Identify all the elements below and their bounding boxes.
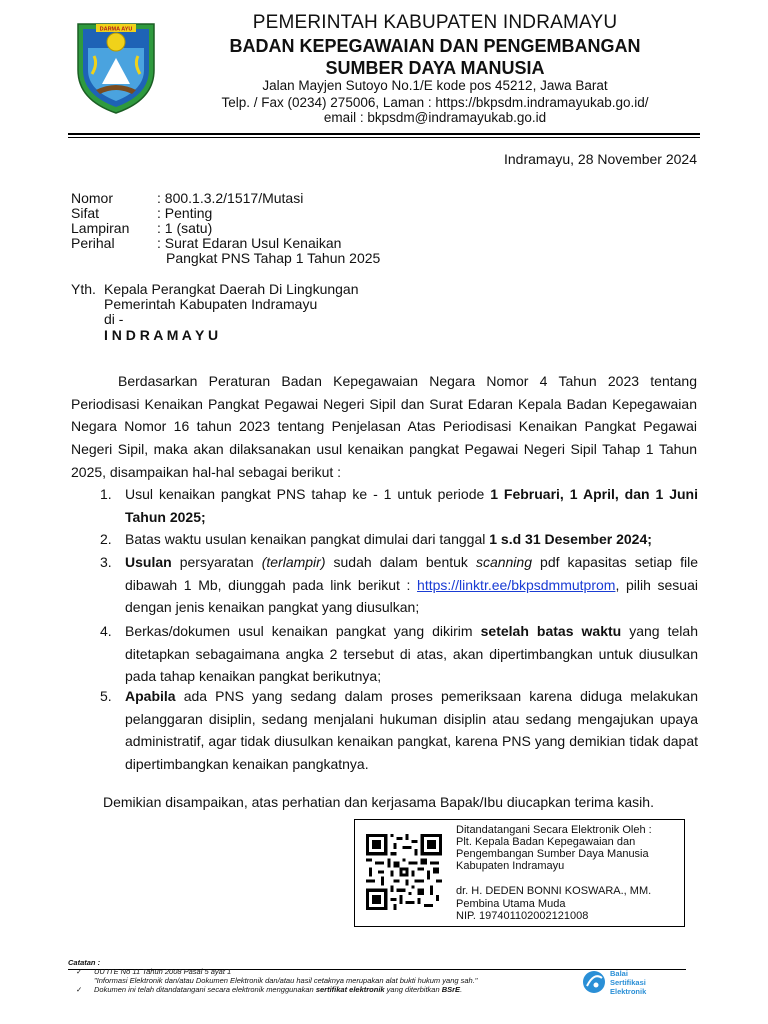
header-rule-thick — [68, 133, 700, 135]
body-closing: Demikian disampaikan, atas perhatian dan kerjasama Bapak/Ibu diucapkan terima kasih. — [103, 794, 654, 810]
signature-title1: Plt. Kepala Badan Kepegawaian dan — [456, 836, 636, 848]
signatory-name: dr. H. DEDEN BONNI KOSWARA., MM. — [456, 885, 652, 897]
meta-lampiran: Lampiran : 1 (satu) — [71, 220, 213, 236]
check-icon: ✓ — [76, 985, 83, 994]
header-agency-line2: SUMBER DAYA MANUSIA — [325, 58, 545, 78]
letter-date: Indramayu, 28 November 2024 — [504, 151, 697, 167]
signature-intro: Ditandatangani Secara Elektronik Oleh : — [456, 824, 652, 836]
meta-nomor: Nomor : 800.1.3.2/1517/Mutasi — [71, 190, 304, 206]
note-law-quote: "Informasi Elektronik dan/atau Dokumen Elektronik dan/atau hasil cetaknya merupakan alat bukti hukum yang sah." — [94, 976, 478, 985]
recipient-line2: Pemerintah Kabupaten Indramayu — [104, 296, 318, 312]
signature-title3: Kabupaten Indramayu — [456, 860, 565, 872]
meta-perihal: Perihal : Surat Edaran Usul Kenaikan — [71, 235, 342, 251]
signature-title2: Pengembangan Sumber Daya Manusia — [456, 848, 649, 860]
note-bsre: Dokumen ini telah ditandatangani secara elektronik menggunakan sertifikat elektronik yang diterbitkan BSrE. — [94, 985, 463, 994]
svg-text:Balai: Balai — [610, 969, 628, 978]
signatory-rank: Pembina Utama Muda — [456, 898, 566, 910]
svg-text:DARMA AYU: DARMA AYU — [99, 26, 133, 33]
header-rule-thin — [68, 137, 700, 138]
bsre-logo — [582, 966, 692, 996]
header-government: PEMERINTAH KABUPATEN INDRAMAYU — [252, 12, 618, 33]
note-law: UU ITE No 11 Tahun 2008 Pasal 5 ayat 1 — [94, 967, 232, 976]
list-item: 1. Usul kenaikan pangkat PNS tahap ke - 1 untuk periode 1 Februari, 1 April, dan 1 Juni Tahun 2025; — [100, 486, 698, 525]
notes-title: Catatan : — [68, 958, 101, 967]
list-item: 5. Apabila ada PNS yang sedang dalam proses pemeriksaan karena diduga melakukan pelanggaran disiplin, sedang menjalani hukuman disiplin atau sedang mengajukan upaya administratif, agar tidak diusulkan kenaikan pangkat, karena PNS yang demikian tidak dapat dipertimbangkan kenaikan pangkatnya. — [100, 688, 698, 773]
recipient-yth: Yth. — [71, 281, 96, 297]
indramayu-logo — [72, 18, 160, 116]
qr-code — [366, 834, 442, 910]
header-agency-line1: BADAN KEPEGAWAIAN DAN PENGEMBANGAN — [229, 36, 641, 56]
list-item: 3. Usulan persyaratan (terlampir) sudah dalam bentuk scanning pdf kapasitas setiap file dibawah 1 Mb, diunggah pada link berikut : https://linktr.ee/bkpsdmmutprom, pilih sesuai dengan jenis kenaikan pangkat yang diusulkan; — [100, 554, 699, 616]
recipient-line3: di - — [104, 311, 124, 327]
header-phone-web: Telp. / Fax (0234) 275006, Laman : https://bkpsdm.indramayukab.go.id/ — [221, 95, 649, 110]
recipient-city: I N D R A M A Y U — [104, 327, 219, 343]
list-item: 4. Berkas/dokumen usul kenaikan pangkat yang dikirim setelah batas waktu yang telah ditetapkan sebagaimana angka 2 tersebut di atas, akan dipertimbangkan untuk diusulkan pada tahap kenaikan pangkat berikutnya; — [100, 623, 698, 685]
upload-link[interactable]: https://linktr.ee/bkpsdmmutprom — [417, 576, 616, 593]
header-address: Jalan Mayjen Sutoyo No.1/E kode pos 45212, Jawa Barat — [262, 78, 608, 93]
recipient-line1: Kepala Perangkat Daerah Di Lingkungan — [104, 281, 359, 297]
svg-text:Elektronik: Elektronik — [610, 987, 647, 996]
svg-text:Sertifikasi: Sertifikasi — [610, 978, 646, 987]
meta-perihal-cont: Pangkat PNS Tahap 1 Tahun 2025 — [166, 250, 381, 266]
header-email: email : bkpsdm@indramayukab.go.id — [323, 110, 547, 125]
meta-sifat: Sifat : Penting — [71, 205, 213, 221]
list-item: 2. Batas waktu usulan kenaikan pangkat dimulai dari tanggal 1 s.d 31 Desember 2024; — [100, 531, 652, 547]
check-icon: ✓ — [76, 967, 83, 976]
body-intro: Berdasarkan Peraturan Badan Kepegawaian Negara Nomor 4 Tahun 2023 tentang Periodisasi Kenaikan Pangkat Pegawai Negeri Sipil dan Surat Edaran Kepala Badan Kepegawaian Negara Nomor 16 tahun 2023 tentang Penjelasan Atas Periodisasi Kenaikan Pangkat Pegawai Negeri Sipil, maka akan dilaksanakan usul kenaikan pangkat Pegawai Negeri Sipil Tahap 1 Tahun 2025, disampaikan hal-hal sebagai berikut : — [71, 373, 697, 480]
signatory-nip: NIP. 197401102002121008 — [456, 910, 589, 922]
